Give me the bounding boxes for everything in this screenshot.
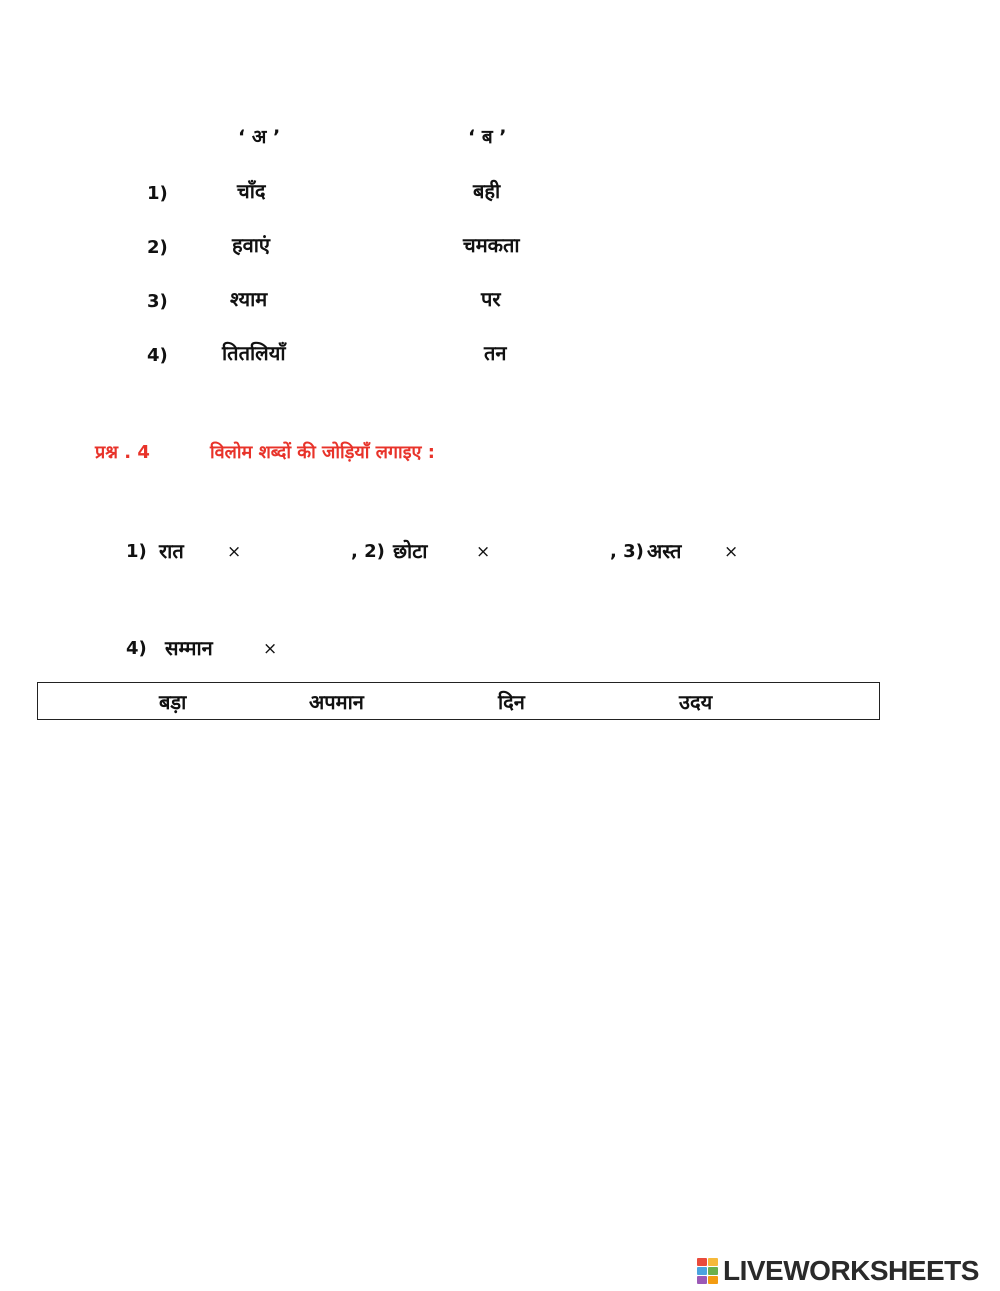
item-word: रात (159, 539, 184, 563)
column-b-word[interactable]: बही (473, 179, 501, 203)
word-bank-option[interactable]: उदय (679, 690, 713, 714)
item-word: सम्मान (165, 636, 213, 660)
column-a-header: ‘ अ ’ (238, 126, 281, 148)
column-b-word[interactable]: चमकता (463, 233, 520, 257)
item-word: छोटा (393, 539, 428, 563)
column-a-word[interactable]: तितलियाँ (222, 341, 286, 365)
liveworksheets-logo (697, 1257, 979, 1285)
liveworksheets-logo-icon (697, 1258, 719, 1284)
multiply-sign: × (724, 542, 739, 562)
item-number: 4) (126, 638, 147, 659)
item-number: , 2) (351, 541, 385, 562)
column-a-word[interactable]: चाँद (237, 179, 266, 203)
word-bank-option[interactable]: दिन (498, 690, 525, 714)
row-number: 2) (147, 237, 168, 258)
word-bank-option[interactable]: बड़ा (159, 690, 187, 714)
column-b-word[interactable]: पर (481, 287, 501, 311)
item-word: अस्त (647, 539, 682, 563)
logo-text: LIVEWORKSHEETS (723, 1255, 979, 1286)
column-b-header: ‘ ब ’ (468, 126, 507, 148)
row-number: 1) (147, 183, 168, 204)
column-b-word[interactable]: तन (484, 341, 507, 365)
item-number: , 3) (610, 541, 644, 562)
item-number: 1) (126, 541, 147, 562)
multiply-sign: × (263, 639, 278, 659)
question-label: प्रश्न . 4 (95, 442, 150, 463)
column-a-word[interactable]: श्याम (230, 287, 268, 311)
row-number: 4) (147, 345, 168, 366)
question-title: विलोम शब्दों की जोड़ियाँ लगाइए : (210, 442, 435, 463)
multiply-sign: × (227, 542, 242, 562)
word-bank-option[interactable]: अपमान (309, 690, 364, 714)
multiply-sign: × (476, 542, 491, 562)
column-a-word[interactable]: हवाएं (232, 233, 270, 257)
row-number: 3) (147, 291, 168, 312)
